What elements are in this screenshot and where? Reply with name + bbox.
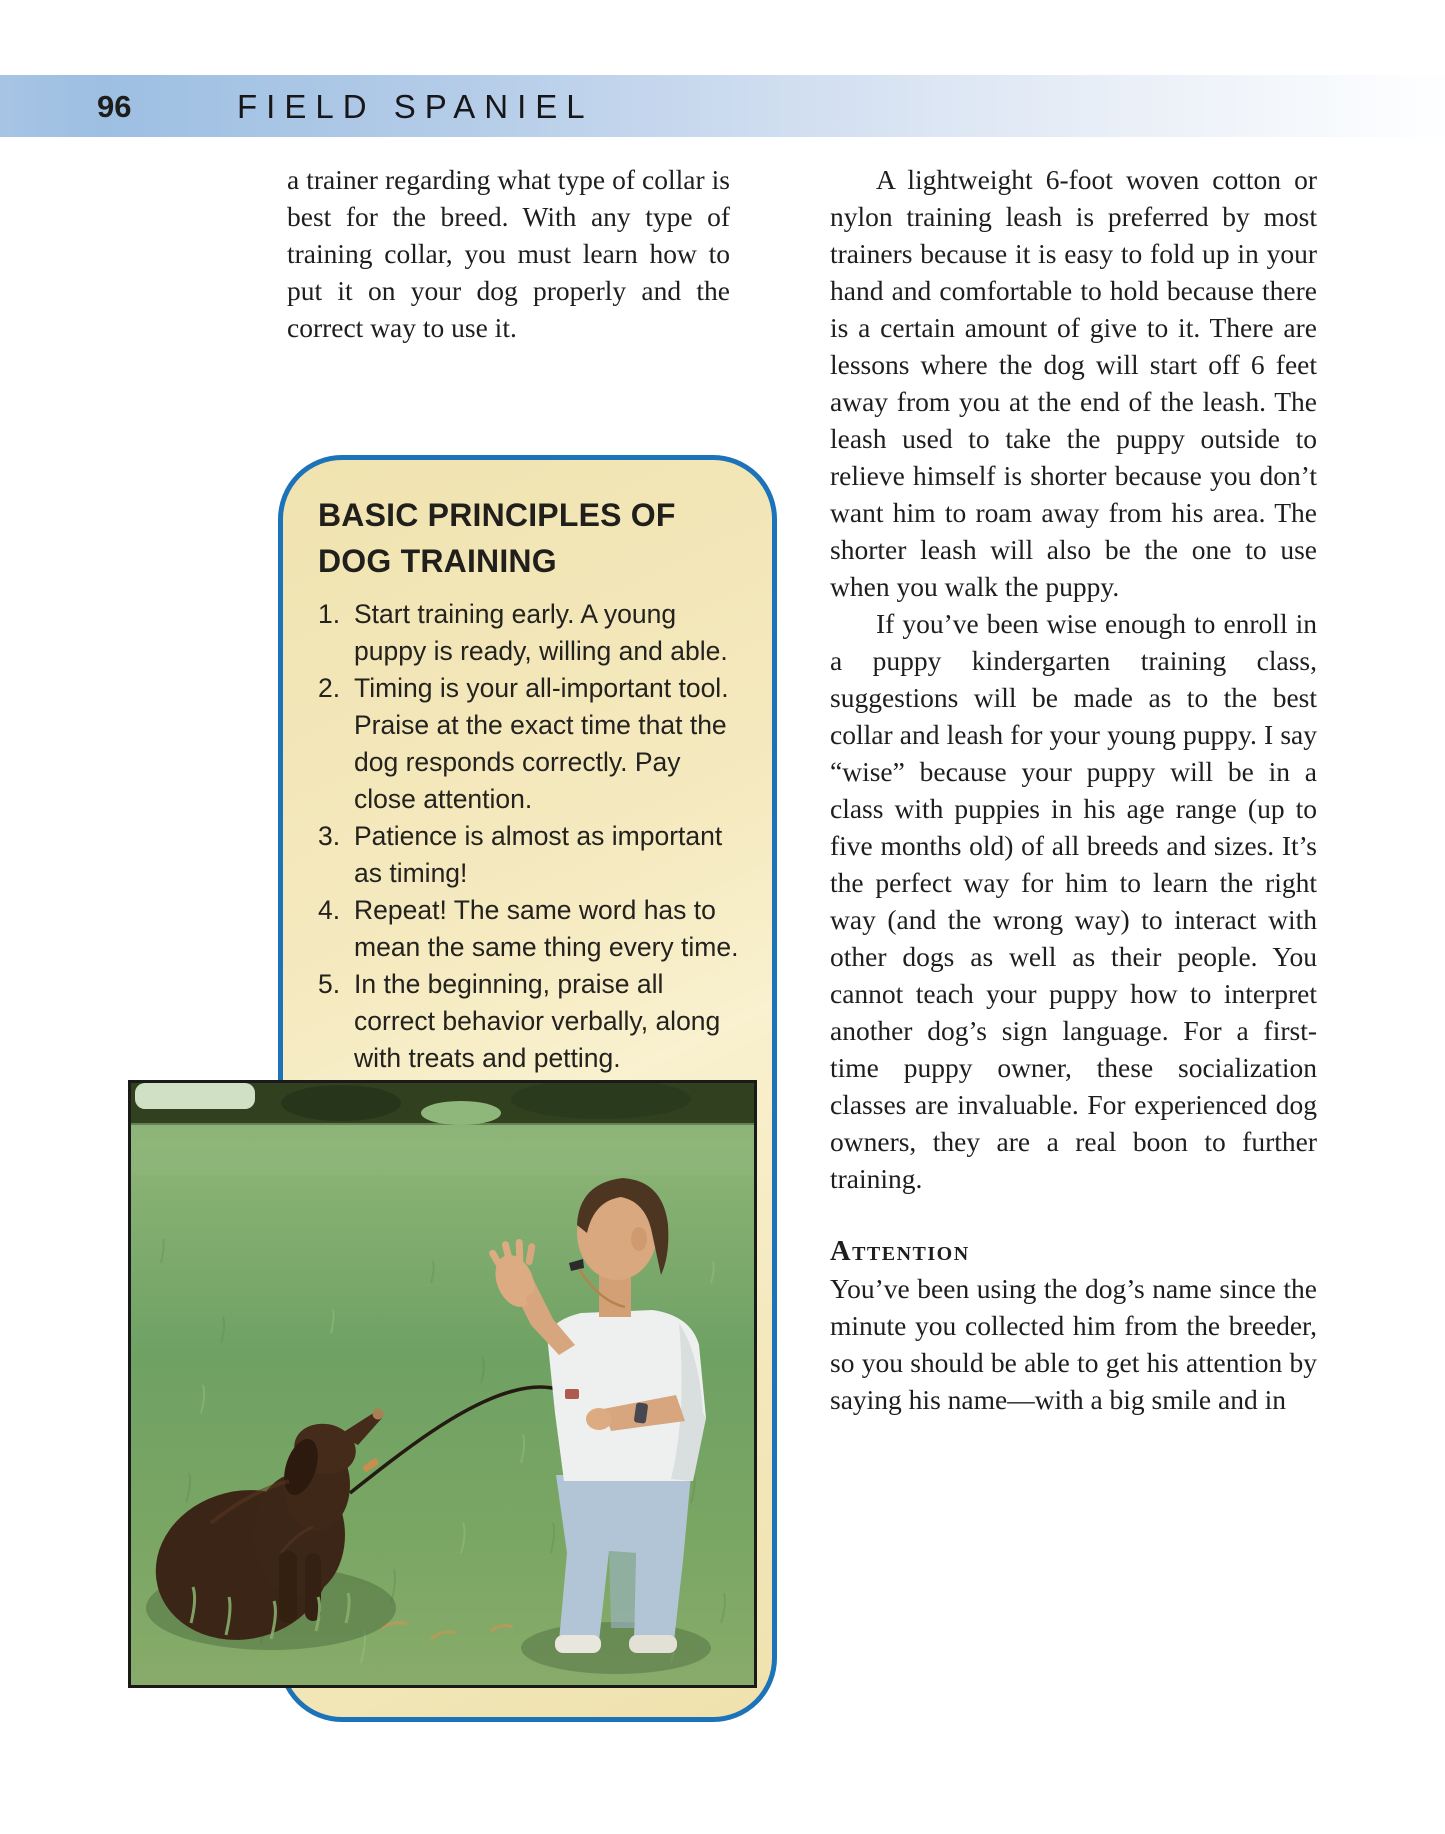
- attention-section: [830, 1233, 1317, 1418]
- shirt-sleeve-logo: [565, 1389, 579, 1399]
- list-item: [318, 818, 746, 892]
- list-item-number: 1.: [318, 599, 341, 629]
- attention-paragraph: You’ve been using the dog’s name since the minute you collected him from the breeder, so you should be able to get his attention by saying his name—with a big smile and in: [830, 1273, 1317, 1415]
- page-title: FIELD SPANIEL: [237, 88, 594, 125]
- list-item-number: 5.: [318, 969, 341, 999]
- list-item-text: Patience is almost as important as timing!: [354, 821, 723, 888]
- attention-heading: Attention: [830, 1236, 970, 1267]
- header-bar: [0, 75, 1445, 137]
- list-item-text: Repeat! The same word has to mean the same thing every time.: [354, 895, 739, 962]
- man-shadow: [521, 1622, 711, 1674]
- list-item: [318, 670, 746, 818]
- intro-paragraph: a trainer regarding what type of collar is best for the breed. With any type of training collar, you must learn how to put it on your dog properly and the correct way to use it.: [287, 164, 730, 343]
- list-item-text: In the beginning, praise all correct behavior verbally, along with treats and petting.: [354, 969, 721, 1073]
- training-photo: [128, 1080, 757, 1688]
- dog-nose: [373, 1409, 384, 1420]
- hedge-row: [131, 1083, 754, 1175]
- list-item: [318, 596, 746, 670]
- body-paragraph: A lightweight 6-foot woven cotton or nylon training leash is preferred by most trainers because it is easy to fold up in your hand and comfortable to hold because there is a certain amount of give to it. There are lessons where the dog will start off 6 feet away from you at the end of the leash. The leash used to take the puppy outside to relieve himself is shorter because you don’t want him to roam away from his area. The shorter leash will also be the one to use when you walk the puppy.: [830, 164, 1317, 602]
- list-item-number: 2.: [318, 673, 341, 703]
- dog-front-leg: [279, 1551, 297, 1623]
- left-column: [287, 161, 730, 346]
- trainer-shoe: [629, 1635, 677, 1653]
- list-item-text: Timing is your all-important tool. Praise at the exact time that the dog responds correctly. Pay close attention.: [354, 673, 729, 814]
- jeans-shading: [609, 1551, 636, 1628]
- principles-box-title: BASIC PRINCIPLES OF DOG TRAINING: [318, 497, 676, 579]
- page-number: 96: [97, 89, 132, 124]
- ear: [631, 1227, 647, 1251]
- leash-hand: [586, 1408, 612, 1430]
- principles-list: [318, 596, 746, 1077]
- list-item-number: 4.: [318, 895, 341, 925]
- principles-box-content: [283, 460, 772, 1077]
- right-column: [830, 161, 1317, 1418]
- list-item: [318, 966, 746, 1077]
- trainer-shoe: [555, 1635, 601, 1653]
- list-item: [318, 892, 746, 966]
- list-item-number: 3.: [318, 821, 341, 851]
- list-item-text: Start training early. A young puppy is ready, willing and able.: [354, 599, 728, 666]
- body-paragraph: If you’ve been wise enough to enroll in a puppy kindergarten training class, suggestions will be made as to the best collar and leash for your young puppy. I say “wise” because your puppy will be in a class with puppies in his age range (up to five months old) of all breeds and sizes. It’s the perfect way for him to learn the right way (and the wrong way) to interact with other dogs as well as their people. You cannot teach your puppy how to interpret another dog’s sign language. For a first-time puppy owner, these socialization classes are invaluable. For experienced dog owners, they are a real boon to further training.: [830, 608, 1317, 1194]
- training-photo-illustration: [131, 1083, 754, 1685]
